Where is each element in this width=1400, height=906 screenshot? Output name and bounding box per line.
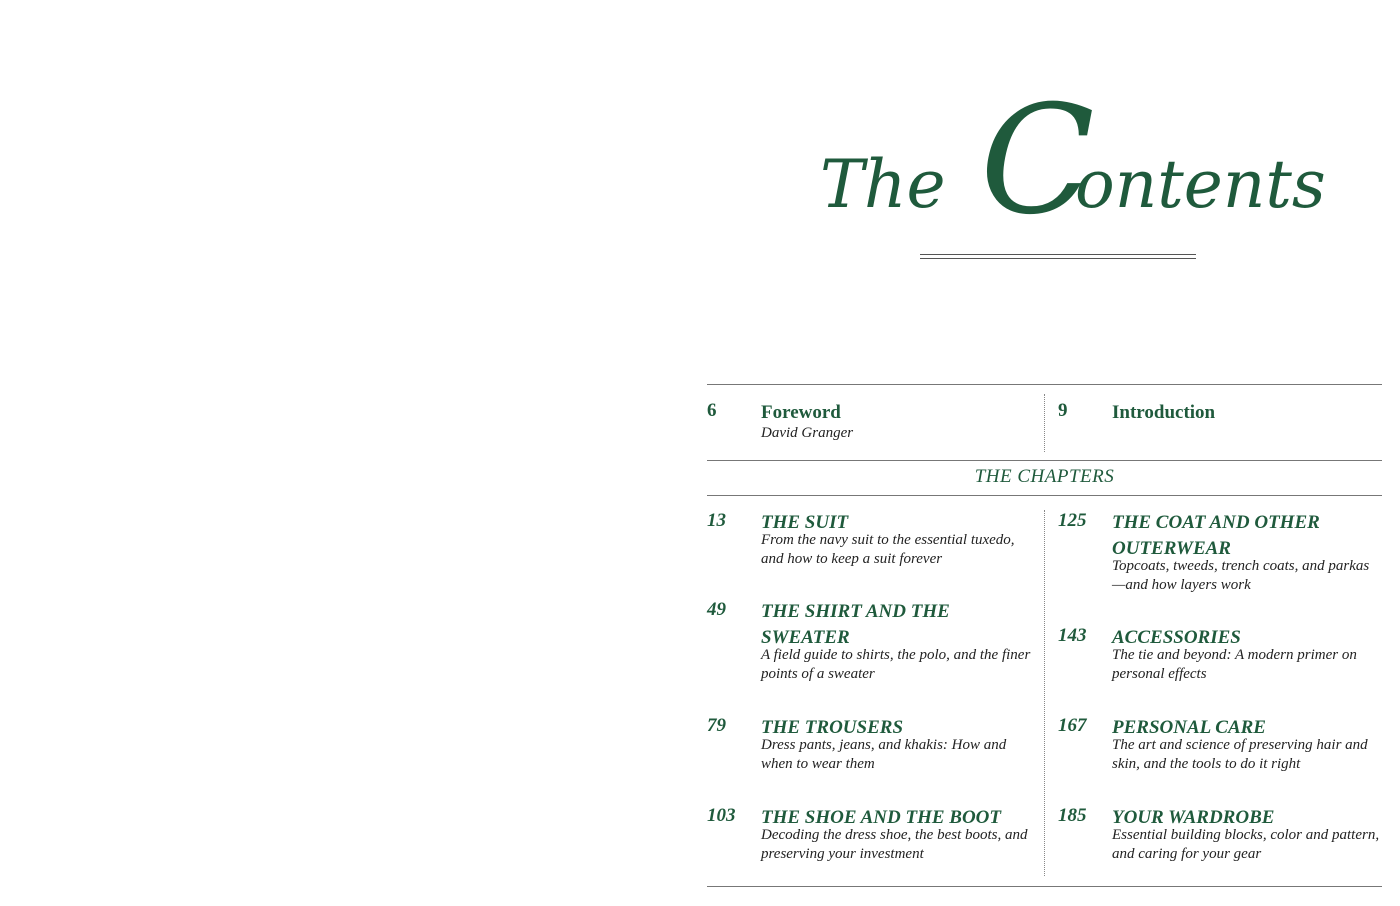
entry-title: ACCESSORIES [1112,627,1241,648]
entry-author: David Granger [761,425,854,441]
page-number: 13 [707,510,726,531]
title-initial-c: C [980,74,1095,248]
entry-title: Introduction [1112,402,1216,423]
top-rule [707,384,1382,385]
page-number: 49 [707,599,726,620]
contents-title [800,74,1326,248]
entry-description: The tie and beyond: A modern primer on personal effects [1112,647,1357,682]
page-number: 185 [1058,805,1087,826]
entry-title: Foreword [761,402,841,423]
entry-title: THE SHOE AND THE BOOT [761,807,1001,828]
entry-title: THE SHIRT AND THE SWEATER [761,601,950,648]
entry-title: THE SUIT [761,512,849,533]
entry-title: YOUR WARDROBE [1112,807,1275,828]
chapters-bottom-rule [707,495,1382,496]
entry-description: The art and science of preserving hair and skin, and the tools to do it right [1112,737,1368,772]
title-double-rule [920,254,1196,259]
page-number: 167 [1058,715,1087,736]
entry-description: Decoding the dress shoe, the best boots, and preserving your investment [761,827,1028,862]
page-number: 143 [1058,625,1087,646]
bottom-rule [707,886,1382,887]
title-word-the: The [820,146,946,223]
entry-description: Topcoats, tweeds, trench coats, and parkas—and how layers work [1112,558,1370,593]
entry-description: A field guide to shirts, the polo, and the finer points of a sweater [761,647,1031,682]
chapters-heading: THE CHAPTERS [974,466,1115,487]
entry-description: Dress pants, jeans, and khakis: How and when to wear them [761,737,1007,772]
chapters-divider [1044,510,1045,876]
page-number: 79 [707,715,726,736]
page-number: 6 [707,400,717,421]
entry-description: Essential building blocks, color and pattern, and caring for your gear [1112,827,1380,862]
front-divider [1044,394,1045,452]
chapters-top-rule [707,460,1382,461]
entry-title: THE COAT AND OTHER OUTERWEAR [1112,512,1320,559]
entry-title: THE TROUSERS [761,717,904,738]
entry-description: From the navy suit to the essential tuxedo, and how to keep a suit forever [761,532,1015,567]
page-number: 103 [707,805,736,826]
title-rest: ontents [1075,146,1326,223]
table-of-contents [707,384,1382,888]
page-number: 125 [1058,510,1087,531]
entry-title: PERSONAL CARE [1112,717,1266,738]
page-number: 9 [1058,400,1068,421]
